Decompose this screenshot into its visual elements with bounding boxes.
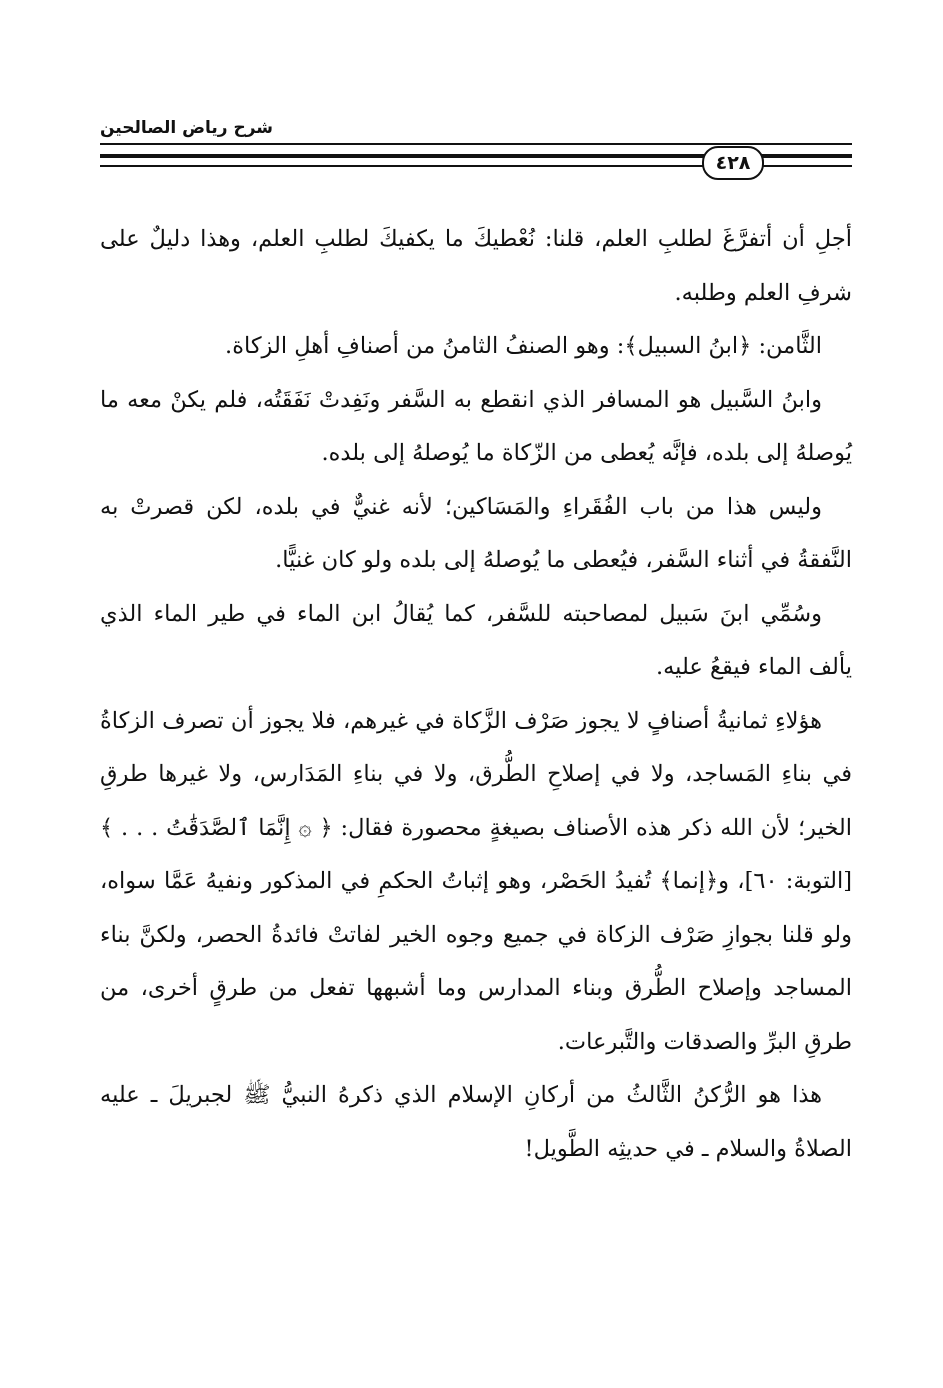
- paragraph: هذا هو الرُّكنُ الثَّالثُ من أركانِ الإسلام الذي ذكرهُ النبيُّ ﷺ لجبريلَ ـ عليه الصلاةُ والسلام ـ في حديثِه الطَّويل!: [100, 1082, 852, 1162]
- page-body: [100, 213, 852, 1176]
- paragraph: وليس هذا من باب الفُقَراءِ والمَسَاكين؛ لأنه غنيٌّ في بلده، لكن قصرتْ به النَّفقةُ في أثناء السَّفر، فيُعطى ما يُوصلهُ إلى بلده ولو كان غنيًّا.: [100, 493, 852, 573]
- paragraph: هؤلاءِ ثمانيةُ أصنافٍ لا يجوز صَرْف الزَّكاة في غيرهم، فلا يجوز أن تصرف الزكاةُ في بناءِ المَساجد، ولا في إصلاحِ الطُّرق، ولا في بناءِ المَدَارس، ولا غيرها طرقِ الخير؛ لأن الله ذكر هذه الأصناف بصيغةٍ محصورة فقال: ﴿ ۞ إِنَّمَا ٱلصَّدَقَٰتُ . . . ﴾ [التوبة: ٦٠]، و﴿إنما﴾ تُفيدُ الحَصْر، وهو إثباتُ الحكمِ في المذكور ونفيهُ عَمَّا سواه، ولو قلنا بجوازِ صَرْف الزكاة في جميع وجوه الخير لفاتتْ فائدةُ الحصر، ولكنَّ بناء المساجد وإصلاح الطُّرق وبناء المدارس وما أشبهها تفعل من طرقٍ أخرى، من طرقِ البرِّ والصدقات والتَّبرعات.: [100, 707, 852, 1055]
- book-title: شرح رياض الصالحين: [100, 118, 274, 138]
- header-rule-top: [100, 143, 852, 145]
- paragraph: وابنُ السَّبيل هو المسافر الذي انقطع به السَّفر ونَفِدتْ نَفَقَتُه، فلم يكنْ معه ما يُوصلهُ إلى بلده، فإنَّه يُعطى من الزّكاة ما يُوصلهُ إلى بلده.: [100, 386, 852, 466]
- paragraph: الثَّامن: ﴿ابنُ السبيل﴾: وهو الصنفُ الثامنُ من أصنافِ أهلِ الزكاة.: [225, 333, 822, 359]
- page-number-badge: ٤٢٨: [702, 146, 764, 180]
- paragraph: أجلِ أن أتفرَّغَ لطلبِ العلم، قلنا: نُعْطيكَ ما يكفيكَ لطلبِ العلم، وهذا دليلٌ على شرفِ العلم وطلبه.: [100, 226, 852, 306]
- paragraph: وسُمِّي ابنَ سَبيل لمصاحبته للسَّفر، كما يُقالُ ابن الماء في طير الماء الذي يألف الماء فيقعُ عليه.: [100, 600, 852, 680]
